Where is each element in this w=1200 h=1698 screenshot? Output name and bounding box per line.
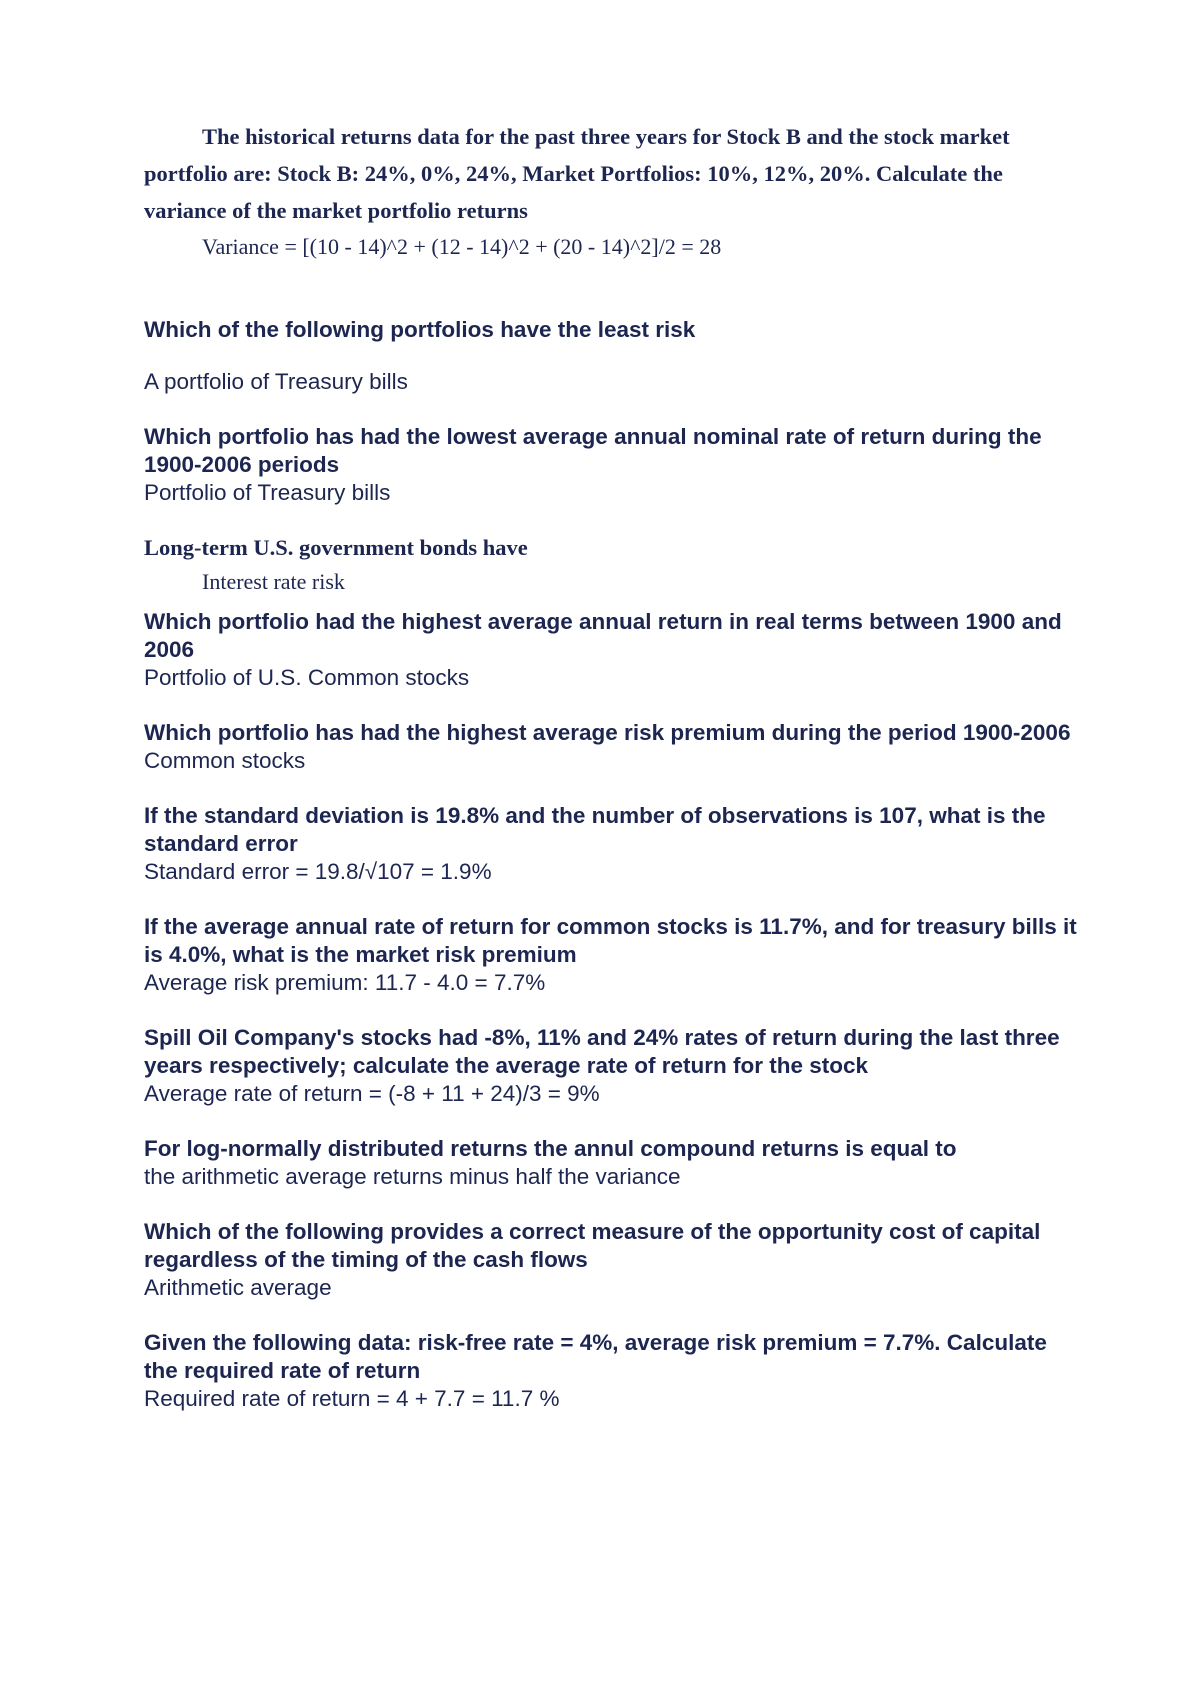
answer: Common stocks — [144, 748, 306, 773]
qa-item — [144, 534, 1084, 596]
document-page — [144, 118, 1084, 1413]
question: If the standard deviation is 19.8% and the number of observations is 107, what is the standard error — [144, 803, 1046, 856]
qa-item — [144, 368, 1084, 396]
qa-item — [144, 1135, 1084, 1191]
answer: Average risk premium: 11.7 - 4.0 = 7.7% — [144, 970, 546, 995]
question: Given the following data: risk-free rate = 4%, average risk premium = 7.7%. Calculate the required rate of return — [144, 1330, 1047, 1383]
answer: A portfolio of Treasury bills — [144, 369, 408, 394]
qa-item — [144, 802, 1084, 886]
question: Which portfolio has had the lowest average annual nominal rate of return during the 1900-2006 periods — [144, 424, 1042, 477]
qa-item — [144, 1218, 1084, 1302]
question: Which portfolio has had the highest average risk premium during the period 1900-2006 — [144, 720, 1071, 745]
qa-item — [144, 1329, 1084, 1413]
question: If the average annual rate of return for common stocks is 11.7%, and for treasury bills it is 4.0%, what is the market risk premium — [144, 914, 1077, 967]
qa-item — [144, 913, 1084, 997]
answer: Average rate of return = (-8 + 11 + 24)/3 = 9% — [144, 1081, 600, 1106]
qa-item — [144, 423, 1084, 507]
intro-answer: Variance = [(10 - 14)^2 + (12 - 14)^2 + (20 - 14)^2]/2 = 28 — [202, 234, 722, 259]
question: Spill Oil Company's stocks had -8%, 11% and 24% rates of return during the last three years respectively; calculate the average rate of return for the stock — [144, 1025, 1060, 1078]
qa-item — [144, 316, 1084, 344]
qa-item — [144, 719, 1084, 775]
answer: Standard error = 19.8/√107 = 1.9% — [144, 859, 492, 884]
answer: Interest rate risk — [202, 569, 345, 594]
question: For log-normally distributed returns the annul compound returns is equal to — [144, 1136, 957, 1161]
answer: Portfolio of U.S. Common stocks — [144, 665, 470, 690]
answer: Portfolio of Treasury bills — [144, 480, 391, 505]
question: Long-term U.S. government bonds have — [144, 535, 528, 560]
question: Which of the following portfolios have the least risk — [144, 317, 696, 342]
question: Which portfolio had the highest average annual return in real terms between 1900 and 2006 — [144, 609, 1062, 662]
qa-item — [144, 608, 1084, 692]
answer: Required rate of return = 4 + 7.7 = 11.7 % — [144, 1386, 560, 1411]
answer: Arithmetic average — [144, 1275, 332, 1300]
intro-question: The historical returns data for the past three years for Stock B and the stock market portfolio are: Stock B: 24%, 0%, 24%, Market Portfolios: 10%, 12%, 20%. Calculate the variance of the market portfolio returns — [144, 124, 1010, 223]
qa-item — [144, 1024, 1084, 1108]
question: Which of the following provides a correct measure of the opportunity cost of capital regardless of the timing of the cash flows — [144, 1219, 1041, 1272]
answer: the arithmetic average returns minus half the variance — [144, 1164, 681, 1189]
